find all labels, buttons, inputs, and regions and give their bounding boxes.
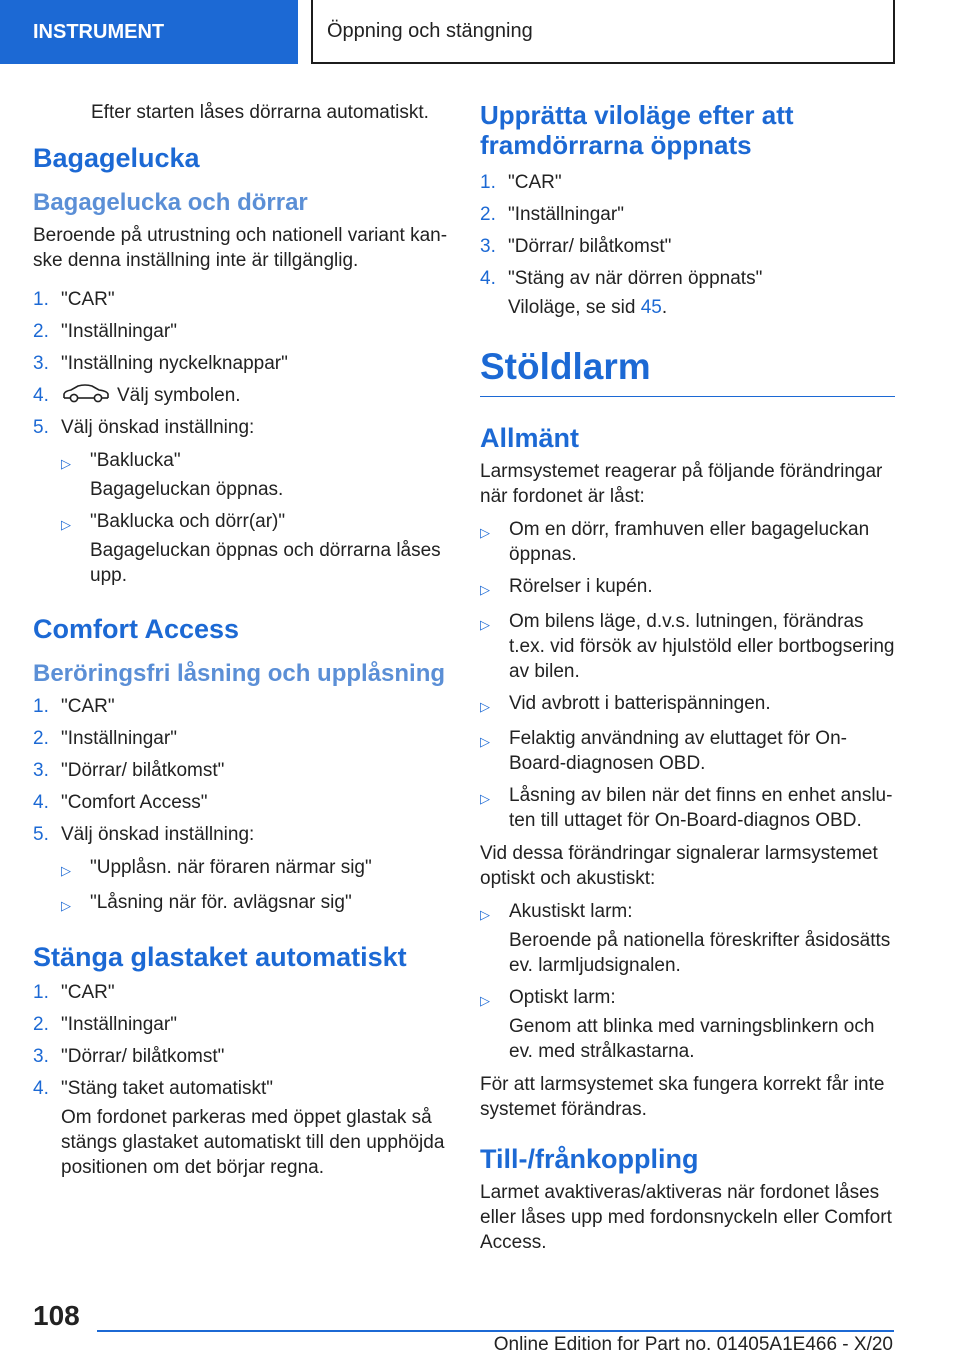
allmant-desc: Larmsystemet reagerar på följande förändringar när fordonet är låst:: [480, 461, 883, 507]
triangle-bullet-icon: ▷: [480, 525, 490, 540]
option-text: "Baklucka och dörr(ar)": [90, 511, 286, 532]
step-number: 4.: [33, 385, 49, 406]
step-number: 1.: [33, 982, 49, 1003]
section-title-comfort: Comfort Access: [33, 614, 240, 644]
list-item: [480, 726, 895, 776]
toggle-text: Larmet avaktiveras/aktiveras när fordonet låses eller låses upp med fordonsnyckeln eller Comfort Access.: [480, 1182, 892, 1253]
step-text: "CAR": [61, 289, 115, 310]
list-item: [33, 726, 448, 751]
triangle-bullet-icon: ▷: [61, 456, 71, 471]
subsection-title-comfort: Beröringsfri låsning och upplåsning: [33, 660, 446, 687]
step-number: 4.: [480, 268, 496, 289]
header-section-label: INSTRUMENT: [33, 20, 165, 43]
triangle-bullet-icon: ▷: [480, 734, 490, 749]
car-icon: [61, 383, 111, 405]
list-item: [33, 790, 448, 815]
list-item: [33, 694, 448, 719]
step-text: "CAR": [61, 696, 115, 717]
list-item: [480, 170, 895, 195]
triangle-bullet-icon: ▷: [61, 517, 71, 532]
step-text: "CAR": [61, 982, 115, 1003]
vilo-note-prefix: Viloläge, se sid: [508, 297, 636, 318]
vilo-note: [508, 295, 895, 320]
header-chapter: [311, 0, 895, 64]
step-text: "Inställningar": [61, 1014, 177, 1035]
step-text: "Dörrar/ bilåtkomst": [61, 760, 225, 781]
step-number: 1.: [480, 172, 496, 193]
signal-note: Beroende på nationella föreskrifter åsidosätts ev. larmljudsignalen.: [509, 930, 891, 976]
list-item: [33, 319, 448, 344]
step-number: 5.: [33, 824, 49, 845]
step-number: 2.: [33, 1014, 49, 1035]
page-link[interactable]: 45: [640, 297, 662, 318]
comfort-options: [33, 855, 448, 918]
bagage-steps: [33, 287, 448, 440]
triangle-bullet-icon: ▷: [480, 993, 490, 1008]
triangle-bullet-icon: ▷: [480, 617, 490, 632]
bullet-text: Om bilens läge, d.v.s. lutningen, förändras t.ex. vid försök av hjulstöld eller bortbogsering av bilen.: [509, 611, 895, 682]
footer-edition: Online Edition for Part no. 01405A1E466 - X/20: [493, 1334, 893, 1355]
section-title-glastak: Stänga glastaket automatiskt: [33, 942, 407, 972]
signal-label: Optiskt larm:: [509, 987, 616, 1008]
bagage-desc: Beroende på utrustning och nationell variant kan-ske denna inställning inte är tillgänglig.: [33, 225, 448, 271]
step-number: 1.: [33, 289, 49, 310]
step-number: 4.: [33, 1078, 49, 1099]
option-text: "Låsning när för. avlägsnar sig": [90, 892, 352, 913]
option-note: Bagageluckan öppnas och dörrarna låses upp.: [90, 540, 441, 586]
step-text: "Comfort Access": [61, 792, 208, 813]
step-text: "Inställning nyckelknappar": [61, 353, 288, 374]
step-text: "Stäng taket automatiskt": [61, 1078, 274, 1099]
option-note: Bagageluckan öppnas.: [90, 479, 284, 500]
list-item: [33, 383, 448, 408]
triangle-bullet-icon: ▷: [61, 898, 71, 913]
bullet-text: Om en dörr, framhuven eller bagageluckan öppnas.: [509, 519, 870, 565]
list-item: [480, 899, 895, 978]
step-number: 2.: [480, 204, 496, 225]
glastak-note: Om fordonet parkeras med öppet glastak så stängs glastaket automatiskt till den upphöjda positionen om det börjar regna.: [61, 1107, 445, 1178]
step-text: "CAR": [508, 172, 562, 193]
comfort-steps: [33, 694, 448, 847]
list-item: [480, 266, 895, 320]
list-item: [61, 509, 448, 588]
list-item: [33, 1012, 448, 1037]
page-number: 108: [33, 1300, 80, 1331]
list-item: [480, 783, 895, 833]
triangle-bullet-icon: ▷: [480, 699, 490, 714]
bullet-text: Vid avbrott i batterispänningen.: [509, 693, 771, 714]
triangle-bullet-icon: ▷: [480, 582, 490, 597]
list-item: [33, 415, 448, 440]
vilo-note-suffix: .: [661, 297, 668, 318]
option-text: "Baklucka": [90, 450, 181, 471]
step-text: Välj önskad inställning:: [61, 824, 255, 845]
list-item: [61, 890, 448, 918]
signal-label: Akustiskt larm:: [509, 901, 633, 922]
bullet-text: Felaktig användning av eluttaget för On-Board-diagnosen OBD.: [509, 728, 847, 774]
bullet-text: Rörelser i kupén.: [509, 576, 653, 597]
signal-note: Genom att blinka med varningsblinkern och ev. med strålkastarna.: [509, 1016, 875, 1062]
section-title-bagage: Bagagelucka: [33, 143, 200, 173]
step-text: "Inställningar": [508, 204, 624, 225]
alarm-triggers: [480, 517, 895, 833]
list-item: [33, 1044, 448, 1069]
bagage-options: [33, 448, 448, 588]
step-text: "Stäng av när dörren öppnats": [508, 268, 763, 289]
list-item: [480, 691, 895, 719]
step-number: 3.: [33, 353, 49, 374]
bullet-text: Låsning av bilen när det finns en enhet anslu-ten till uttaget för On-Board-diagnos OBD.: [509, 785, 893, 831]
step-text: "Dörrar/ bilåtkomst": [508, 236, 672, 257]
triangle-bullet-icon: ▷: [61, 863, 71, 878]
list-item: [480, 202, 895, 227]
step-text: "Dörrar/ bilåtkomst": [61, 1046, 225, 1067]
section-title-toggle: Till-/frånkoppling: [480, 1144, 699, 1174]
section-title-vilo: Upprätta viloläge efter att framdörrarna öppnats: [480, 100, 794, 160]
section-title-allmant: Allmänt: [480, 423, 580, 453]
step-text: "Inställningar": [61, 728, 177, 749]
triangle-bullet-icon: ▷: [480, 791, 490, 806]
signal-text: Vid dessa förändringar signalerar larmsystemet optiskt och akustiskt:: [480, 843, 878, 889]
option-text: "Upplåsn. när föraren närmar sig": [90, 857, 372, 878]
list-item: [33, 351, 448, 376]
triangle-bullet-icon: ▷: [480, 907, 490, 922]
footer-divider: [97, 1330, 894, 1332]
list-item: [61, 855, 448, 883]
list-item: [480, 517, 895, 567]
step-number: 1.: [33, 696, 49, 717]
intro-text: Efter starten låses dörrarna automatiskt.: [91, 102, 429, 123]
step-number: 3.: [33, 1046, 49, 1067]
list-item: [33, 758, 448, 783]
right-column: [480, 100, 895, 1263]
header-section: [0, 0, 298, 64]
list-item: [33, 980, 448, 1005]
list-item: [480, 574, 895, 602]
step-text: Välj symbolen.: [117, 385, 241, 406]
vilo-steps: [480, 170, 895, 320]
step-number: 5.: [33, 417, 49, 438]
list-item: [480, 609, 895, 684]
list-item: [480, 985, 895, 1064]
warn-text: För att larmsystemet ska fungera korrekt får inte systemet förändras.: [480, 1074, 885, 1120]
list-item: [61, 448, 448, 502]
list-item: [33, 822, 448, 847]
step-number: 2.: [33, 728, 49, 749]
list-item: [480, 234, 895, 259]
list-item: [33, 287, 448, 312]
alarm-signals: [480, 899, 895, 1064]
header-chapter-label: Öppning och stängning: [327, 19, 533, 42]
list-item: [33, 1076, 448, 1180]
left-column: [33, 100, 448, 1188]
step-text: Välj önskad inställning:: [61, 417, 255, 438]
chapter-title-alarm: Stöldlarm: [480, 346, 895, 397]
step-number: 3.: [33, 760, 49, 781]
glastak-steps: [33, 980, 448, 1180]
step-number: 2.: [33, 321, 49, 342]
step-number: 3.: [480, 236, 496, 257]
step-text: "Inställningar": [61, 321, 177, 342]
subsection-title-bagage: Bagagelucka och dörrar: [33, 189, 308, 216]
step-number: 4.: [33, 792, 49, 813]
